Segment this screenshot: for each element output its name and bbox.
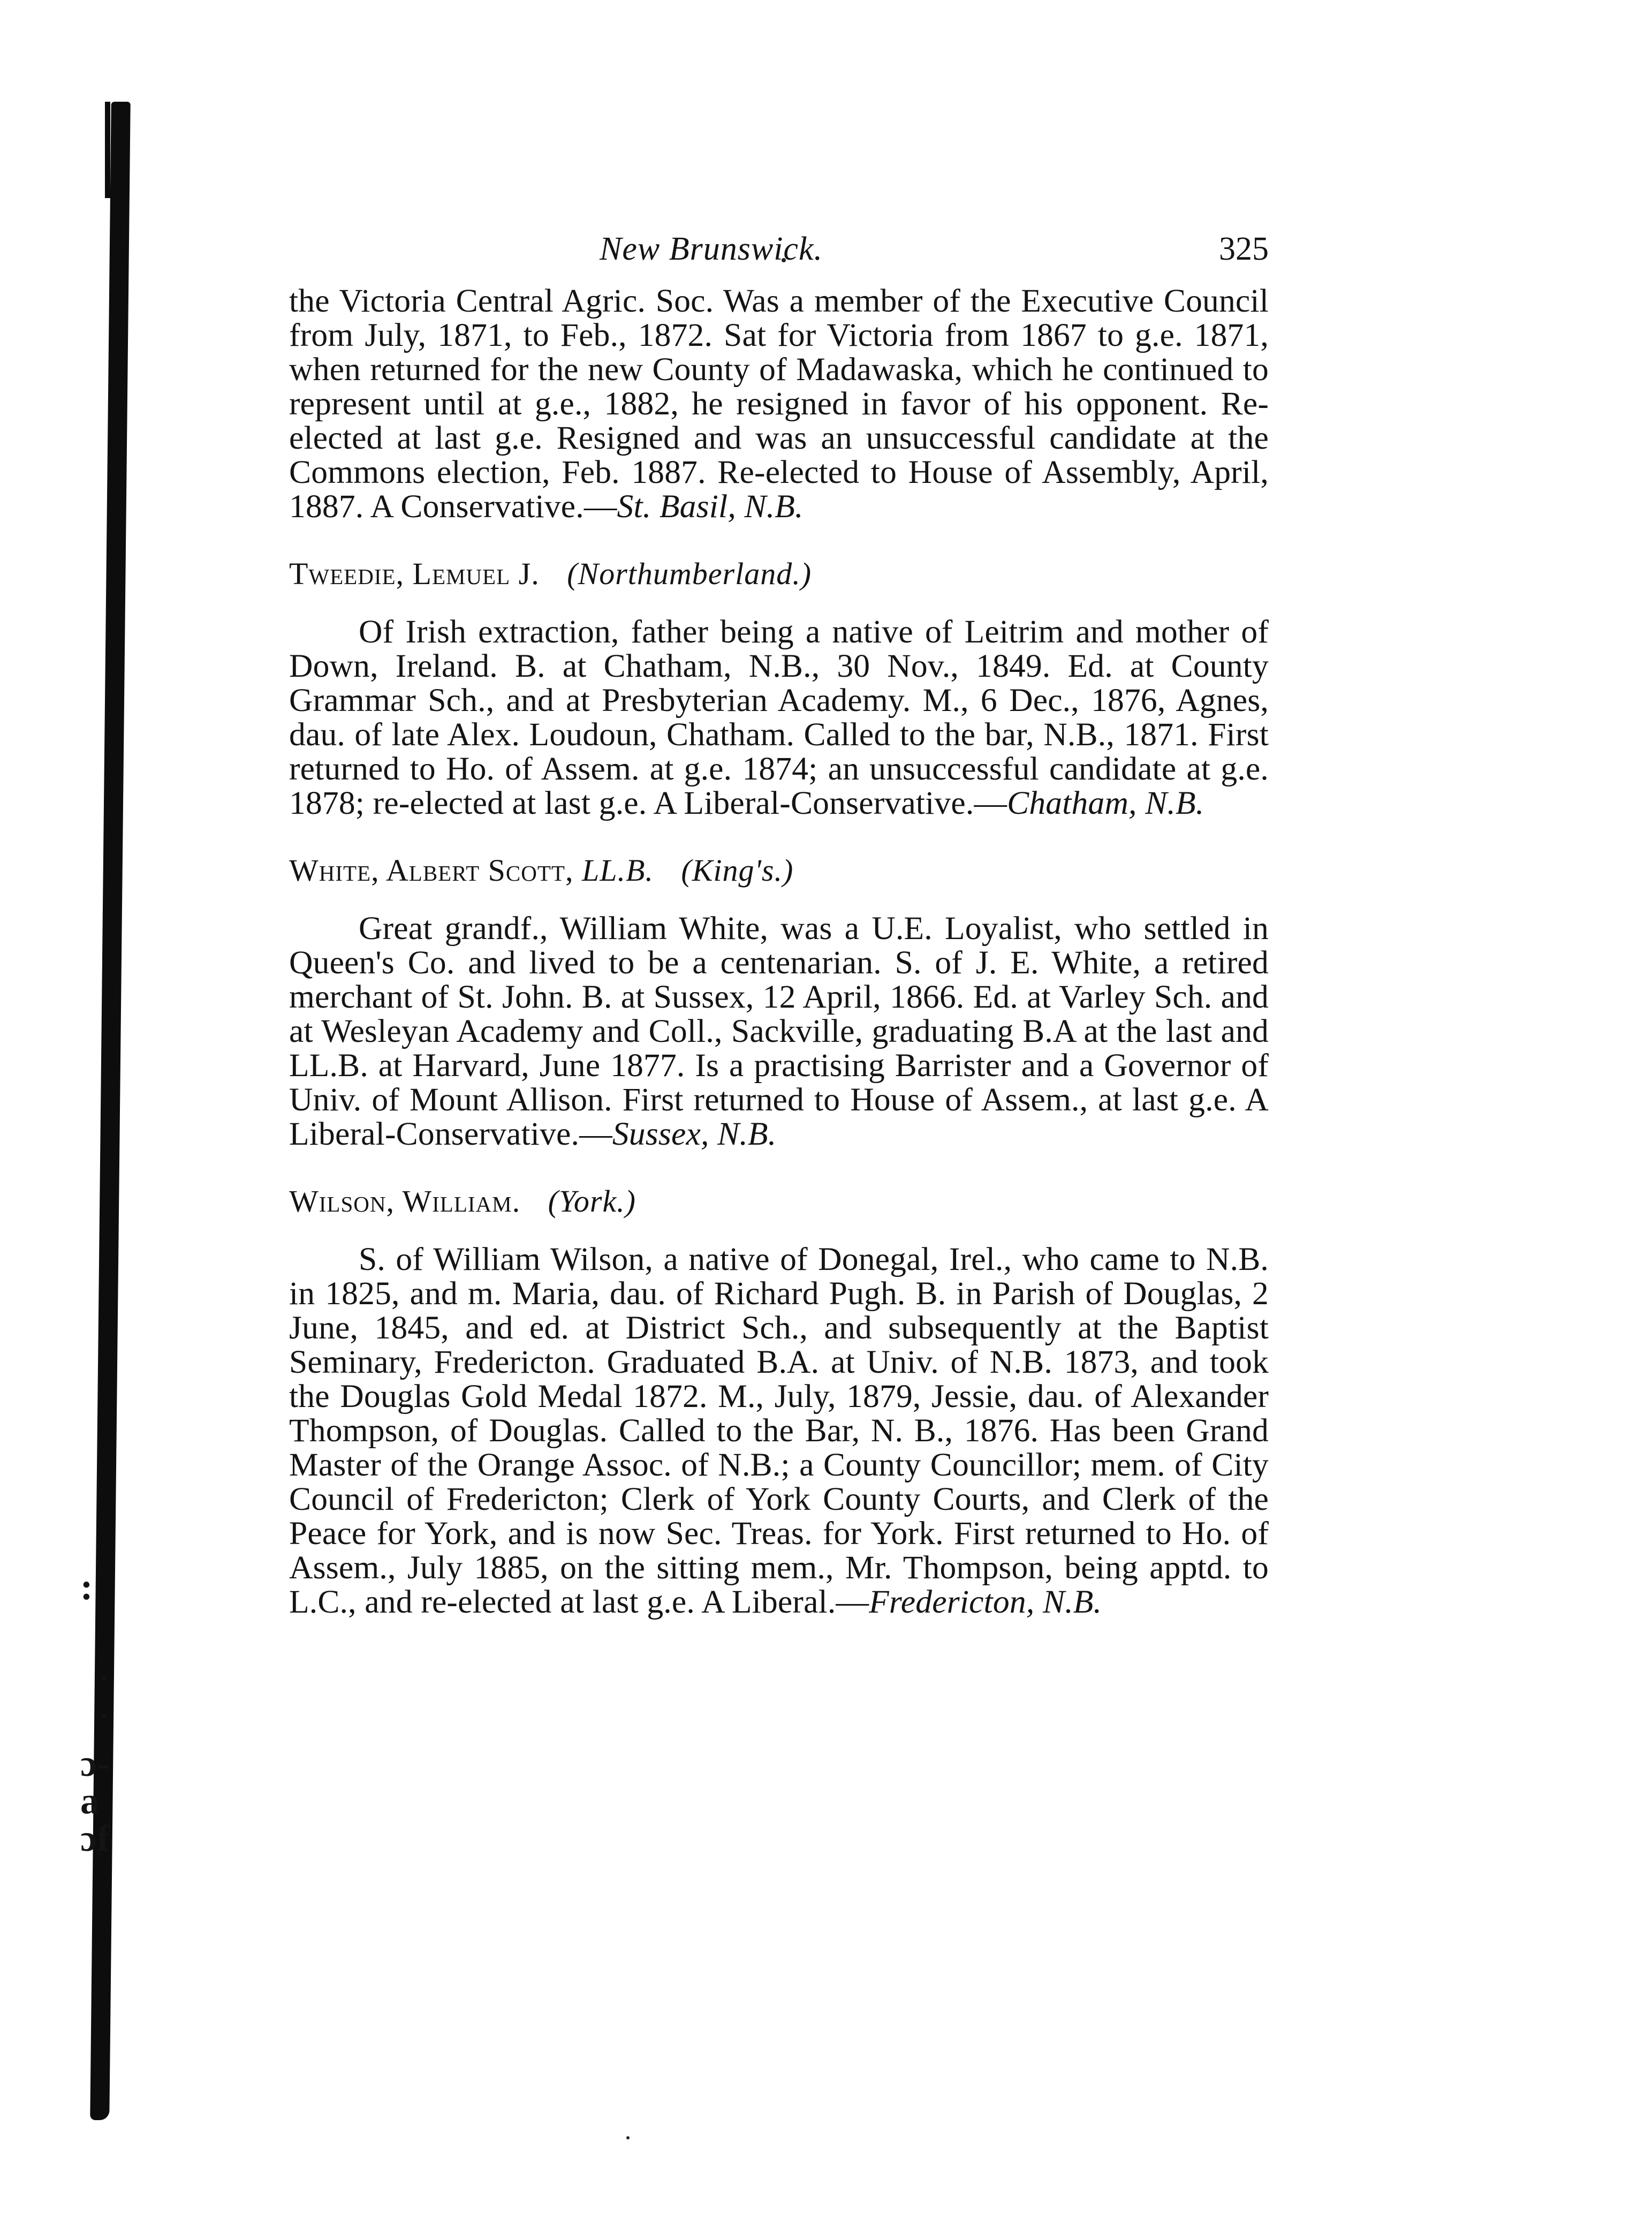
binding-shadow-top <box>105 102 110 198</box>
entry-constituency: (York.) <box>548 1184 636 1219</box>
entry-name: White, Albert Scott, <box>289 853 574 888</box>
entry-heading <box>289 853 1269 888</box>
page-number: 325 <box>1219 231 1269 267</box>
entry-text: the Victoria Central Agric. Soc. Was a member of the Executive Council from July, 1871, to Feb., 1872. Sat for Victoria from 1867 to g.e. 1871, when returned for the new County of Madawaska, which he continued to represent until at g.e., 1882, he resigned in favor of his opponent. Re-elected at last g.e. Resigned and was an unsuccessful candidate at the Commons election, Feb. 1887. Re-elected to House of Assembly, April, 1887. A Conservative. <box>289 283 1269 525</box>
entry-text: Great grandf., William White, was a U.E. Loyalist, who settled in Queen's Co. and lived to be a centenarian. S. of J. E. White, a retired merchant of St. John. B. at Sussex, 12 April, 1866. Ed. at Varley Sch. and at Wesleyan Academy and Coll., Sackville, graduating B.A at the last and LL.B. at Harvard, June 1877. Is a practising Barrister and a Governor of Univ. of Mount Allison. First returned to House of Assem., at last g.e. A Liberal-Conservative. <box>289 910 1269 1152</box>
entry-name: Tweedie, Lemuel J. <box>289 556 540 591</box>
entry-dash: — <box>974 785 1007 821</box>
entry-dash: — <box>579 1116 612 1152</box>
running-title: New Brunswick. <box>600 231 823 267</box>
scan-speck <box>626 2136 630 2139</box>
entry-constituency: (Northumberland.) <box>567 556 812 591</box>
entry-text: Of Irish extraction, father being a native of Leitrim and mother of Down, Ireland. B. at Chatham, N.B., 30 Nov., 1849. Ed. at County Grammar Sch., and at Presbyterian Academy. M., 6 Dec., 1876, Agnes, dau. of late Alex. Loudoun, Chatham. Called to the bar, N.B., 1871. First returned to Ho. of Assem. at g.e. 1874; an unsuccessful candidate at g.e. 1878; re-elected at last g.e. A Liberal-Conservative. <box>289 614 1269 821</box>
entry-dash: — <box>583 488 617 525</box>
margin-fragments <box>80 1567 145 1859</box>
entry-heading <box>289 1184 1269 1219</box>
entry-body <box>289 1242 1269 1619</box>
entry-dash: — <box>836 1584 869 1620</box>
margin-fragment: : <box>80 1567 93 1608</box>
entry-residence: Sussex, N.B. <box>612 1116 777 1152</box>
margin-fragment: · <box>100 1701 109 1731</box>
entry-body <box>289 615 1269 820</box>
running-head <box>289 225 1269 284</box>
entry-constituency: (King's.) <box>681 853 794 888</box>
book-page <box>289 225 1269 1619</box>
margin-fragment: a <box>80 1781 99 1822</box>
entry-residence: Fredericton, N.B. <box>869 1584 1102 1620</box>
entry-name: Wilson, William. <box>289 1184 521 1219</box>
entry-text: S. of William Wilson, a native of Donegal, Irel., who came to N.B. in 1825, and m. Maria, dau. of Richard Pugh. B. in Parish of Douglas, 2 June, 1845, and ed. at District Sch., and subsequently at the Baptist Seminary, Fredericton. Graduated B.A. at Univ. of N.B. 1873, and took the Douglas Gold Medal 1872. M., July, 1879, Jessie, dau. of Alexander Thompson, of Douglas. Called to the Bar, N. B., 1876. Has been Grand Master of the Orange Assoc. of N.B.; a County Councillor; mem. of City Council of Fredericton; Clerk of York County Courts, and Clerk of the Peace for York, and is now Sec. Treas. for York. First returned to Ho. of Assem., July 1885, on the sitting mem., Mr. Thompson, being apptd. to L.C., and re-elected at last g.e. A Liberal. <box>289 1241 1269 1620</box>
entry-residence: Chatham, N.B. <box>1007 785 1204 821</box>
entry-heading <box>289 557 1269 591</box>
margin-fragment: ɔf <box>80 1818 110 1859</box>
entry-qualifier: LL.B. <box>581 853 654 888</box>
margin-fragment: · <box>100 1663 109 1693</box>
entry-residence: St. Basil, N.B. <box>617 488 804 525</box>
entry-body <box>289 911 1269 1151</box>
continued-entry <box>289 284 1269 524</box>
margin-fragment: ɔ- <box>80 1743 110 1784</box>
